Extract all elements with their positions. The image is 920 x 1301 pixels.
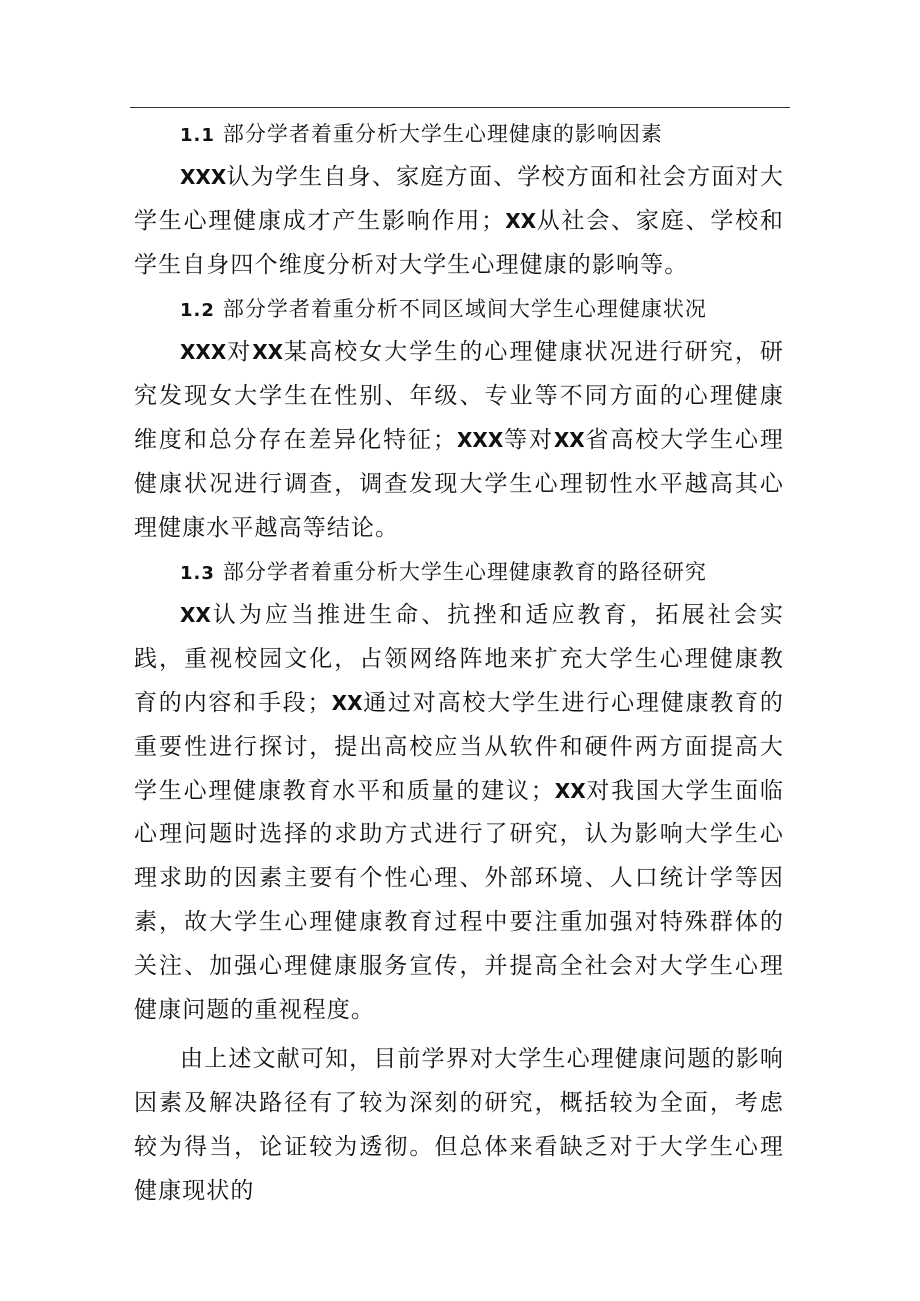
section-number: 1.3 — [180, 563, 215, 585]
section-paragraph-1-3 — [134, 594, 784, 1032]
paragraph-text: 认为应当推进生命、抗挫和适应教育，拓展社会实践，重视校园文化，占领网络阵地来扩充大学生心理健康教育的内容和手段； — [134, 602, 784, 716]
conclusion-paragraph: 由上述文献可知，目前学界对大学生心理健康问题的影响因素及解决路径有了较为深刻的研究，概括较为全面，考虑较为得当，论证较为透彻。但总体来看缺乏对于大学生心理健康现状的 — [134, 1046, 784, 1204]
author-name: XX — [505, 208, 537, 233]
place-name: XX — [252, 340, 284, 365]
paragraph-text: 等对 — [503, 426, 554, 453]
section-paragraph-1-1 — [134, 156, 784, 287]
paragraph-text: 对 — [226, 339, 253, 366]
paragraph-text: 通过对高校大学生进行心理健康教育的重要性进行探讨，提出高校应当从软件和硬件两方面提高大学生心理健康教育水平和质量的建议； — [134, 689, 784, 804]
section-heading-1-2 — [134, 287, 784, 331]
section-title: 部分学者着重分析大学生心理健康教育的路径研究 — [222, 560, 707, 585]
author-name: XX — [331, 690, 363, 715]
section-title: 部分学者着重分析不同区域间大学生心理健康状况 — [222, 297, 707, 322]
paragraph-text: 对我国大学生面临心理问题时选择的求助方式进行了研究，认为影响大学生心理求助的因素主要有个性心理、外部环境、人口统计学等因素，故大学生心理健康教育过程中要注重加强对特殊群体的关注、加强心理健康服务宣传，并提高全社会对大学生心理健康问题的重视程度。 — [134, 777, 784, 1023]
section-heading-1-3 — [134, 550, 784, 594]
header-rule — [130, 107, 790, 108]
place-name: XX — [553, 427, 585, 452]
section-paragraph-1-2 — [134, 331, 784, 550]
section-number: 1.1 — [180, 125, 215, 146]
paragraph-text: 省高校大学生心理健康状况进行调查，调查发现大学生心理韧性水平越高其心理健康水平越高等结论。 — [134, 426, 784, 541]
paragraph-text: 某高校女大学生的心理健康状况进行研究，研究发现女大学生在性别、年级、专业等不同方面的心理健康维度和总分存在差异化特征； — [134, 339, 785, 453]
paragraph-text: 从社会、家庭、学校和学生自身四个维度分析对大学生心理健康的影响等。 — [134, 207, 785, 278]
paragraph-text: 认为学生自身、家庭方面、学校方面和社会方面对大学生心理健康成才产生影响作用； — [134, 164, 784, 234]
section-number: 1.2 — [180, 300, 215, 322]
author-name: XX — [180, 603, 211, 628]
author-name: XXX — [180, 165, 227, 189]
section-heading-1-1 — [134, 112, 784, 156]
author-name: XXX — [457, 427, 504, 452]
document-body — [134, 112, 784, 1214]
author-name: XXX — [180, 340, 227, 365]
section-title: 部分学者着重分析大学生心理健康的影响因素 — [222, 122, 663, 146]
author-name: XX — [554, 778, 586, 803]
